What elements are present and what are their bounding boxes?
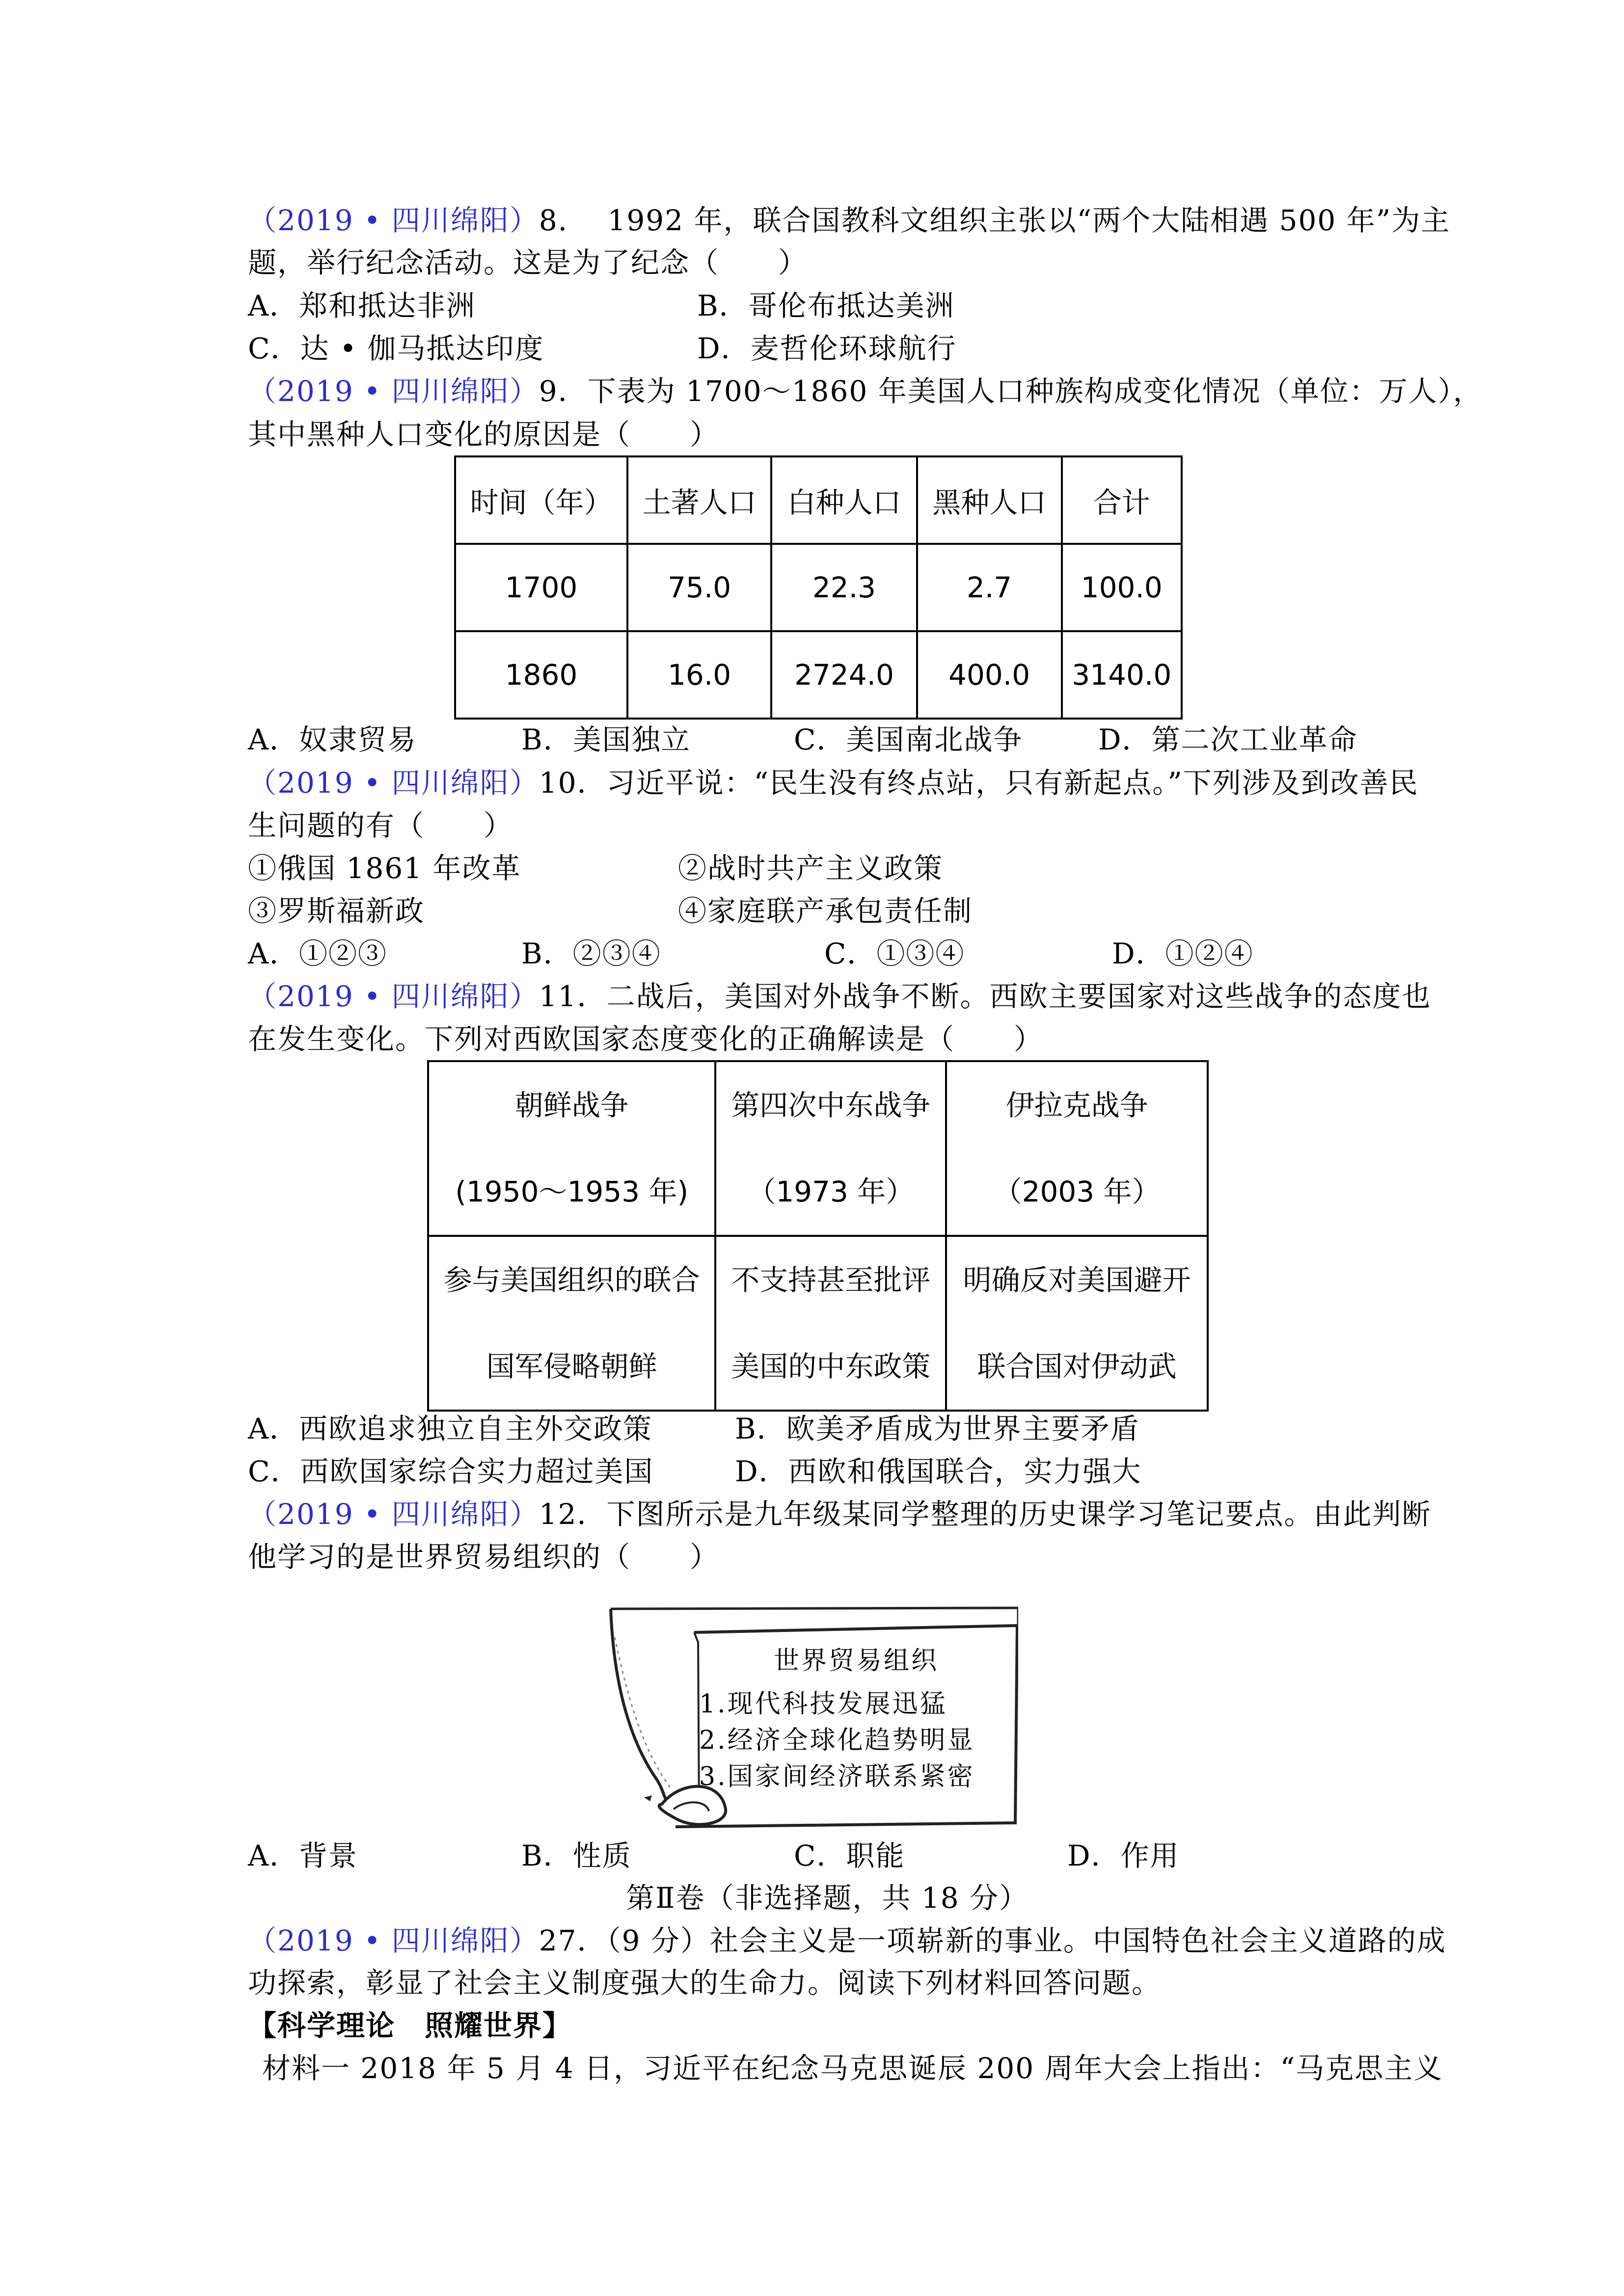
q10-line1: （2019 • 四川绵阳）10．习近平说：“民生没有终点站，只有新起点。”下列涉及到改善民 [248, 766, 1419, 800]
table-cell: 75.0 [627, 544, 771, 631]
q8-option-c: C．达 • 伽马抵达印度 [248, 332, 544, 365]
table-cell: 2724.0 [771, 631, 917, 719]
wto-scroll-figure [608, 1603, 1018, 1829]
q9-option-b: B．美国独立 [521, 723, 691, 756]
q12-option-c: C．职能 [794, 1839, 905, 1872]
q10-option-b: B．②③④ [521, 937, 661, 970]
population-table [454, 455, 1183, 720]
q8-source: （2019 • 四川绵阳） [248, 204, 539, 237]
table-cell: 16.0 [627, 631, 771, 719]
war-attitude-table [427, 1060, 1209, 1412]
q27-line2: 功探索，彰显了社会主义制度强大的生命力。阅读下列材料回答问题。 [248, 1966, 1162, 2000]
q8-option-d: D．麦哲伦环球航行 [697, 332, 957, 365]
q10-item-1: ①俄国 1861 年改革 [248, 852, 521, 885]
table-cell: 400.0 [917, 631, 1062, 719]
q10-option-c: C．①③④ [824, 937, 965, 970]
table-cell: 不支持甚至批评 美国的中东政策 [715, 1236, 946, 1411]
table-row [455, 544, 1182, 631]
table-cell: 明确反对美国避开 联合国对伊动武 [946, 1236, 1208, 1411]
scroll-point-3: 3.国家间经济联系紧密 [699, 1762, 975, 1791]
scroll-title: 世界贸易组织 [774, 1646, 939, 1676]
q11-option-c: C．西欧国家综合实力超过美国 [248, 1455, 654, 1488]
table-cell: 100.0 [1062, 544, 1182, 631]
table-cell: 1700 [455, 544, 627, 631]
q9-option-a: A．奴隶贸易 [248, 723, 417, 756]
table-row [428, 1236, 1208, 1411]
q12-option-b: B．性质 [521, 1839, 632, 1872]
q12-option-a: A．背景 [248, 1839, 358, 1872]
q11-option-b: B．欧美矛盾成为世界主要矛盾 [735, 1412, 1140, 1445]
q11-option-d: D．西欧和俄国联合，实力强大 [735, 1455, 1142, 1488]
table-cell: 第四次中东战争 （1973 年） [715, 1061, 946, 1236]
q10-item-3: ③罗斯福新政 [248, 894, 425, 928]
q12-line2: 他学习的是世界贸易组织的（ ） [248, 1540, 720, 1574]
q27-source: （2019 • 四川绵阳） [248, 1924, 539, 1957]
q10-option-a: A．①②③ [248, 937, 387, 970]
scroll-point-2: 2.经济全球化趋势明显 [699, 1726, 975, 1755]
table-row [455, 631, 1182, 719]
table-cell: 参与美国组织的联合 国军侵略朝鲜 [428, 1236, 715, 1411]
q27-material: 材料一 2018 年 5 月 4 日，习近平在纪念马克思诞辰 200 周年大会上指出：“马克思主义 [262, 2052, 1443, 2085]
table-cell: 3140.0 [1062, 631, 1182, 719]
q11-option-a: A．西欧追求独立自主外交政策 [248, 1412, 652, 1445]
table-header: 时间（年） [455, 456, 627, 544]
table-cell: 朝鲜战争 (1950～1953 年) [428, 1061, 715, 1236]
q10-item-4: ④家庭联产承包责任制 [678, 894, 973, 928]
q27-heading: 【科学理论 照耀世界】 [248, 2009, 572, 2042]
table-cell: 22.3 [771, 544, 917, 631]
q11-source: （2019 • 四川绵阳） [248, 980, 539, 1013]
q12-source: （2019 • 四川绵阳） [248, 1497, 539, 1531]
table-header: 土著人口 [627, 456, 771, 544]
q10-option-d: D．①②④ [1112, 937, 1254, 970]
table-header: 白种人口 [771, 456, 917, 544]
table-cell: 伊拉克战争 （2003 年） [946, 1061, 1208, 1236]
q8-line1: （2019 • 四川绵阳）8. 1992 年，联合国教科文组织主张以“两个大陆相遇 500 年”为主 [248, 204, 1451, 237]
q9-source: （2019 • 四川绵阳） [248, 374, 539, 408]
q9-line1: （2019 • 四川绵阳）9．下表为 1700～1860 年美国人口种族构成变化情况（单位：万人）， [248, 374, 1483, 408]
q8-line2: 题，举行纪念活动。这是为了纪念（ ） [248, 246, 808, 279]
q10-line2: 生问题的有（ ） [248, 809, 514, 842]
q8-option-a: A．郑和抵达非洲 [248, 289, 476, 322]
section-title: 第Ⅱ卷（非选择题，共 18 分） [626, 1881, 1029, 1915]
q11-line2: 在发生变化。下列对西欧国家态度变化的正确解读是（ ） [248, 1022, 1044, 1056]
table-cell: 2.7 [917, 544, 1062, 631]
q12-line1: （2019 • 四川绵阳）12．下图所示是九年级某同学整理的历史课学习笔记要点。由此判断 [248, 1497, 1432, 1531]
table-header: 合计 [1062, 456, 1182, 544]
q9-option-c: C．美国南北战争 [794, 723, 1023, 756]
table-row [428, 1061, 1208, 1236]
table-cell: 1860 [455, 631, 627, 719]
q27-line1: （2019 • 四川绵阳）27．（9 分）社会主义是一项崭新的事业。中国特色社会主义道路的成 [248, 1924, 1446, 1957]
q9-line2: 其中黑种人口变化的原因是（ ） [248, 418, 720, 451]
q12-option-d: D．作用 [1067, 1839, 1180, 1872]
scroll-point-1: 1.现代科技发展迅猛 [699, 1689, 947, 1719]
q11-line1: （2019 • 四川绵阳）11．二战后，美国对外战争不断。西欧主要国家对这些战争的态度也 [248, 980, 1432, 1013]
table-header: 黑种人口 [917, 456, 1062, 544]
q9-option-d: D．第二次工业革命 [1098, 723, 1358, 756]
q8-option-b: B．哥伦布抵达美洲 [697, 289, 955, 322]
q10-source: （2019 • 四川绵阳） [248, 766, 539, 800]
q10-item-2: ②战时共产主义政策 [678, 852, 944, 885]
